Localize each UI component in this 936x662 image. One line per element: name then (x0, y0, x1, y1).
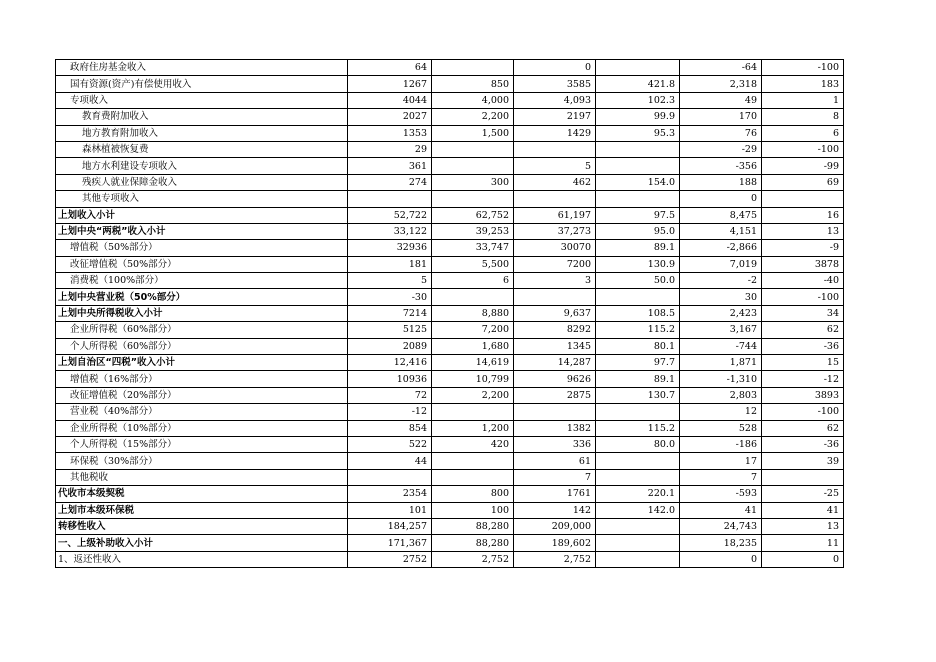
row-label: 森林植被恢复费 (56, 141, 348, 157)
cell-col5: 12 (680, 404, 762, 420)
cell-col4 (596, 518, 680, 534)
cell-col6: -25 (762, 486, 844, 502)
cell-col6: -100 (762, 404, 844, 420)
cell-col1: 101 (348, 502, 432, 518)
cell-col2 (432, 158, 514, 174)
cell-col4: 95.3 (596, 125, 680, 141)
cell-col1: 854 (348, 420, 432, 436)
table-row (56, 371, 844, 387)
cell-col2: 10,799 (432, 371, 514, 387)
cell-col5: 170 (680, 109, 762, 125)
cell-col5: 30 (680, 289, 762, 305)
cell-col3: 30070 (514, 240, 596, 256)
cell-col6: 11 (762, 535, 844, 551)
cell-col5: -593 (680, 486, 762, 502)
cell-col1: -30 (348, 289, 432, 305)
table-row (56, 535, 844, 551)
cell-col2 (432, 141, 514, 157)
cell-col2 (432, 191, 514, 207)
cell-col5: 188 (680, 174, 762, 190)
cell-col2: 1,500 (432, 125, 514, 141)
cell-col6: 3893 (762, 387, 844, 403)
row-label: 上划中央营业税（50%部分） (56, 289, 348, 305)
cell-col4: 97.5 (596, 207, 680, 223)
cell-col3 (514, 141, 596, 157)
cell-col5: 2,318 (680, 76, 762, 92)
cell-col3: 1429 (514, 125, 596, 141)
cell-col2: 14,619 (432, 355, 514, 371)
cell-col5: 49 (680, 92, 762, 108)
table-row (56, 502, 844, 518)
cell-col1: 184,257 (348, 518, 432, 534)
cell-col5: -744 (680, 338, 762, 354)
cell-col5: 18,235 (680, 535, 762, 551)
table-row (56, 125, 844, 141)
row-label: 1、返还性收入 (56, 551, 348, 567)
cell-col3: 1761 (514, 486, 596, 502)
cell-col2: 1,200 (432, 420, 514, 436)
cell-col4: 115.2 (596, 420, 680, 436)
cell-col1: 64 (348, 60, 432, 76)
cell-col2: 88,280 (432, 535, 514, 551)
cell-col6 (762, 469, 844, 485)
cell-col2: 1,680 (432, 338, 514, 354)
table-row (56, 387, 844, 403)
cell-col1: 4044 (348, 92, 432, 108)
table-row (56, 453, 844, 469)
row-label: 上划收入小计 (56, 207, 348, 223)
table-row (56, 256, 844, 272)
cell-col2: 4,000 (432, 92, 514, 108)
cell-col6: 34 (762, 305, 844, 321)
cell-col6: -99 (762, 158, 844, 174)
cell-col4 (596, 158, 680, 174)
table-body (56, 60, 844, 568)
cell-col4 (596, 60, 680, 76)
cell-col1: 52,722 (348, 207, 432, 223)
cell-col2 (432, 469, 514, 485)
cell-col3: 2875 (514, 387, 596, 403)
cell-col2: 850 (432, 76, 514, 92)
table-row (56, 141, 844, 157)
cell-col3 (514, 404, 596, 420)
cell-col2: 39,253 (432, 223, 514, 239)
cell-col3: 1345 (514, 338, 596, 354)
cell-col6: -36 (762, 436, 844, 452)
table-row (56, 174, 844, 190)
cell-col2 (432, 404, 514, 420)
cell-col5: -2 (680, 273, 762, 289)
table-row (56, 191, 844, 207)
cell-col4 (596, 404, 680, 420)
cell-col6: 16 (762, 207, 844, 223)
cell-col5: -186 (680, 436, 762, 452)
cell-col3: 336 (514, 436, 596, 452)
cell-col1: 1267 (348, 76, 432, 92)
table-row (56, 207, 844, 223)
row-label: 上划自治区“四税”收入小计 (56, 355, 348, 371)
table-row (56, 60, 844, 76)
cell-col3: 9626 (514, 371, 596, 387)
row-label: 企业所得税（60%部分） (56, 322, 348, 338)
cell-col6: 62 (762, 420, 844, 436)
row-label: 环保税（30%部分） (56, 453, 348, 469)
row-label: 代收市本级契税 (56, 486, 348, 502)
row-label: 上划中央所得税收入小计 (56, 305, 348, 321)
cell-col3: 0 (514, 60, 596, 76)
cell-col3: 4,093 (514, 92, 596, 108)
row-label: 改征增值税（20%部分） (56, 387, 348, 403)
cell-col6: 183 (762, 76, 844, 92)
cell-col1: 10936 (348, 371, 432, 387)
cell-col2: 62,752 (432, 207, 514, 223)
cell-col5: 41 (680, 502, 762, 518)
table-row (56, 92, 844, 108)
cell-col5: -1,310 (680, 371, 762, 387)
cell-col1: 5125 (348, 322, 432, 338)
cell-col2 (432, 289, 514, 305)
cell-col5: 24,743 (680, 518, 762, 534)
cell-col2: 300 (432, 174, 514, 190)
table-row (56, 551, 844, 567)
cell-col3: 462 (514, 174, 596, 190)
table-row (56, 158, 844, 174)
row-label: 营业税（40%部分） (56, 404, 348, 420)
cell-col2: 420 (432, 436, 514, 452)
cell-col5: 528 (680, 420, 762, 436)
row-label: 个人所得税（15%部分） (56, 436, 348, 452)
cell-col6: 13 (762, 518, 844, 534)
row-label: 残疾人就业保障金收入 (56, 174, 348, 190)
cell-col5: 3,167 (680, 322, 762, 338)
cell-col6: -100 (762, 60, 844, 76)
cell-col6: 6 (762, 125, 844, 141)
cell-col4: 99.9 (596, 109, 680, 125)
cell-col3 (514, 191, 596, 207)
cell-col4: 115.2 (596, 322, 680, 338)
cell-col5: 76 (680, 125, 762, 141)
table-row (56, 338, 844, 354)
cell-col5: -356 (680, 158, 762, 174)
table-row (56, 240, 844, 256)
cell-col6: -12 (762, 371, 844, 387)
cell-col2: 33,747 (432, 240, 514, 256)
row-label: 地方教育附加收入 (56, 125, 348, 141)
cell-col2: 7,200 (432, 322, 514, 338)
cell-col5: 7 (680, 469, 762, 485)
cell-col3: 8292 (514, 322, 596, 338)
cell-col4 (596, 469, 680, 485)
cell-col5: -29 (680, 141, 762, 157)
cell-col1 (348, 469, 432, 485)
row-label: 消费税（100%部分） (56, 273, 348, 289)
cell-col2: 8,880 (432, 305, 514, 321)
cell-col6: 15 (762, 355, 844, 371)
table-row (56, 289, 844, 305)
cell-col3: 61 (514, 453, 596, 469)
cell-col5: 0 (680, 551, 762, 567)
cell-col1: 1353 (348, 125, 432, 141)
cell-col6: 1 (762, 92, 844, 108)
row-label: 转移性收入 (56, 518, 348, 534)
cell-col4: 108.5 (596, 305, 680, 321)
row-label: 政府住房基金收入 (56, 60, 348, 76)
cell-col2: 88,280 (432, 518, 514, 534)
row-label: 教育费附加收入 (56, 109, 348, 125)
cell-col3: 37,273 (514, 223, 596, 239)
revenue-table (55, 59, 844, 568)
cell-col6: -36 (762, 338, 844, 354)
cell-col4: 130.9 (596, 256, 680, 272)
cell-col1: 2089 (348, 338, 432, 354)
table-row (56, 436, 844, 452)
table-row (56, 109, 844, 125)
row-label: 其他税收 (56, 469, 348, 485)
cell-col4: 50.0 (596, 273, 680, 289)
cell-col1: 361 (348, 158, 432, 174)
cell-col1: 181 (348, 256, 432, 272)
cell-col1: 2752 (348, 551, 432, 567)
cell-col2: 5,500 (432, 256, 514, 272)
cell-col4 (596, 191, 680, 207)
cell-col6 (762, 191, 844, 207)
table-row (56, 355, 844, 371)
cell-col2: 6 (432, 273, 514, 289)
cell-col2: 2,200 (432, 109, 514, 125)
cell-col1: 72 (348, 387, 432, 403)
row-label: 一、上级补助收入小计 (56, 535, 348, 551)
cell-col4: 130.7 (596, 387, 680, 403)
cell-col1: 522 (348, 436, 432, 452)
cell-col1: 7214 (348, 305, 432, 321)
cell-col5: 2,803 (680, 387, 762, 403)
table-row (56, 322, 844, 338)
cell-col6: 39 (762, 453, 844, 469)
cell-col1: 12,416 (348, 355, 432, 371)
cell-col6: -40 (762, 273, 844, 289)
cell-col3: 3585 (514, 76, 596, 92)
cell-col5: -64 (680, 60, 762, 76)
table-row (56, 223, 844, 239)
cell-col2: 800 (432, 486, 514, 502)
cell-col1: 44 (348, 453, 432, 469)
cell-col1 (348, 191, 432, 207)
cell-col1: 29 (348, 141, 432, 157)
cell-col6: 3878 (762, 256, 844, 272)
cell-col3: 1382 (514, 420, 596, 436)
cell-col4: 89.1 (596, 240, 680, 256)
cell-col3: 14,287 (514, 355, 596, 371)
cell-col5: 1,871 (680, 355, 762, 371)
cell-col1: 32936 (348, 240, 432, 256)
cell-col5: 0 (680, 191, 762, 207)
cell-col6: -100 (762, 141, 844, 157)
cell-col4 (596, 289, 680, 305)
cell-col3: 9,637 (514, 305, 596, 321)
cell-col5: 17 (680, 453, 762, 469)
table-row (56, 404, 844, 420)
cell-col4: 154.0 (596, 174, 680, 190)
row-label: 其他专项收入 (56, 191, 348, 207)
cell-col6: 69 (762, 174, 844, 190)
cell-col1: 274 (348, 174, 432, 190)
cell-col2 (432, 60, 514, 76)
cell-col4 (596, 453, 680, 469)
cell-col5: 7,019 (680, 256, 762, 272)
cell-col3: 3 (514, 273, 596, 289)
cell-col3: 7 (514, 469, 596, 485)
row-label: 个人所得税（60%部分） (56, 338, 348, 354)
cell-col1: 2354 (348, 486, 432, 502)
cell-col1: 33,122 (348, 223, 432, 239)
cell-col2 (432, 453, 514, 469)
cell-col6: 13 (762, 223, 844, 239)
cell-col4: 421.8 (596, 76, 680, 92)
cell-col1: 5 (348, 273, 432, 289)
row-label: 国有资源(资产)有偿使用收入 (56, 76, 348, 92)
cell-col5: 2,423 (680, 305, 762, 321)
cell-col3: 7200 (514, 256, 596, 272)
cell-col3 (514, 289, 596, 305)
row-label: 增值税（50%部分） (56, 240, 348, 256)
cell-col6: 0 (762, 551, 844, 567)
cell-col6: -9 (762, 240, 844, 256)
table-row (56, 469, 844, 485)
cell-col4: 142.0 (596, 502, 680, 518)
cell-col3: 142 (514, 502, 596, 518)
row-label: 企业所得税（10%部分） (56, 420, 348, 436)
table-row (56, 273, 844, 289)
cell-col4: 97.7 (596, 355, 680, 371)
cell-col3: 2197 (514, 109, 596, 125)
cell-col4: 220.1 (596, 486, 680, 502)
cell-col4 (596, 535, 680, 551)
table-row (56, 76, 844, 92)
cell-col6: -100 (762, 289, 844, 305)
cell-col6: 62 (762, 322, 844, 338)
table-row (56, 305, 844, 321)
cell-col4: 95.0 (596, 223, 680, 239)
row-label: 上划市本级环保税 (56, 502, 348, 518)
cell-col3: 2,752 (514, 551, 596, 567)
cell-col4 (596, 141, 680, 157)
cell-col1: 171,367 (348, 535, 432, 551)
cell-col5: 8,475 (680, 207, 762, 223)
cell-col5: -2,866 (680, 240, 762, 256)
cell-col3: 209,000 (514, 518, 596, 534)
cell-col3: 5 (514, 158, 596, 174)
cell-col4: 80.1 (596, 338, 680, 354)
cell-col1: 2027 (348, 109, 432, 125)
row-label: 地方水利建设专项收入 (56, 158, 348, 174)
cell-col4: 80.0 (596, 436, 680, 452)
cell-col6: 41 (762, 502, 844, 518)
cell-col2: 100 (432, 502, 514, 518)
cell-col3: 61,197 (514, 207, 596, 223)
table-row (56, 420, 844, 436)
row-label: 增值税（16%部分） (56, 371, 348, 387)
cell-col4 (596, 551, 680, 567)
cell-col2: 2,752 (432, 551, 514, 567)
cell-col1: -12 (348, 404, 432, 420)
cell-col2: 2,200 (432, 387, 514, 403)
table-row (56, 518, 844, 534)
row-label: 改征增值税（50%部分） (56, 256, 348, 272)
cell-col5: 4,151 (680, 223, 762, 239)
row-label: 上划中央“两税”收入小计 (56, 223, 348, 239)
cell-col6: 8 (762, 109, 844, 125)
cell-col4: 89.1 (596, 371, 680, 387)
cell-col4: 102.3 (596, 92, 680, 108)
cell-col3: 189,602 (514, 535, 596, 551)
row-label: 专项收入 (56, 92, 348, 108)
table-row (56, 486, 844, 502)
